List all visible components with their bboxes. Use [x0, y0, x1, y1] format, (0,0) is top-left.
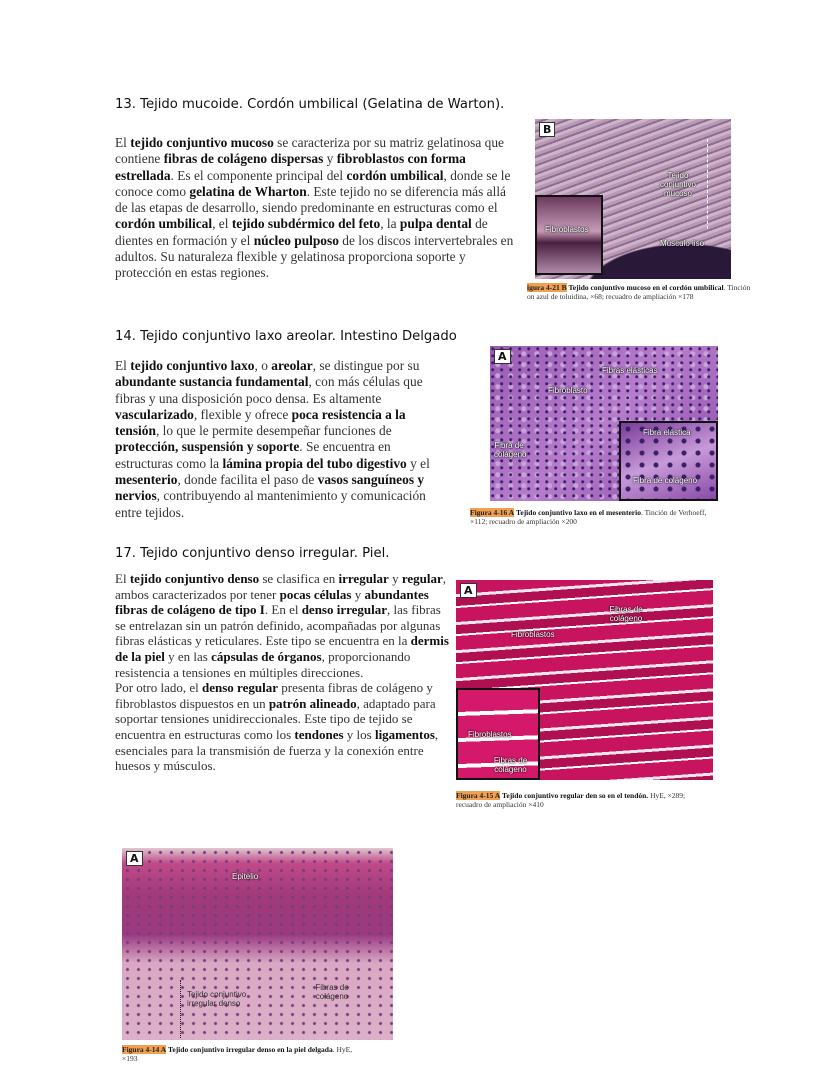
figure-caption [527, 283, 777, 301]
section-paragraph [115, 135, 515, 282]
text-run: se clasifica en [259, 571, 339, 586]
bold-term: tejido conjuntivo mucoso [130, 135, 274, 150]
figure-number: Figura 4-16 A [470, 508, 515, 517]
bold-term: lámina propia del tubo digestivo [222, 455, 407, 471]
figure-letter: A [460, 583, 477, 598]
figure-title: Tejido conjuntivo laxo en el mesenterio [516, 508, 641, 517]
text-run: y los [343, 726, 375, 742]
figure-caption-text: recuadro de ampliación ×410 [456, 800, 544, 809]
figure-caption-text: . HyE, [332, 1045, 353, 1054]
bold-term: poca resistencia a la tensión [115, 406, 406, 439]
section-paragraph [115, 358, 450, 521]
section-paragraph [115, 571, 450, 774]
text-run: El [115, 358, 131, 373]
bold-term: gelatina de Wharton [189, 183, 307, 199]
text-run: , las fibras se entrelazan sin un patrón definido, acompañadas por algunas fibras elásticas y reticulares. Este tipo se encuentra en la [115, 602, 441, 649]
bold-term: mesenterio [115, 472, 178, 488]
bold-term: vascularizado [115, 406, 194, 422]
text-run: de dientes en formación y el [115, 216, 488, 248]
text-run: y [323, 151, 337, 167]
figure-number: Figura 4-15 A [456, 791, 501, 800]
figure-inset [535, 195, 603, 275]
text-run: , adaptado para soportar tensiones unidireccionales. Este tipo de tejido se encuentra en estructuras como los [115, 695, 436, 742]
bold-term: denso regular [202, 680, 278, 696]
bold-term: pulpa dental [399, 216, 472, 232]
bold-term: protección, suspensión y soporte [115, 439, 300, 455]
section-heading: 17. Tejido conjuntivo denso irregular. Piel. [115, 546, 390, 561]
bold-term: denso irregular [301, 602, 388, 618]
section-heading: 14. Tejido conjuntivo laxo areolar. Intestino Delgado [115, 329, 457, 344]
figure-tendon-image [456, 580, 713, 780]
figure-caption-text: ×193 [122, 1054, 138, 1063]
bold-term: abundante sustancia fundamental [115, 374, 309, 390]
text-run: , donde facilita el paso de [177, 472, 318, 488]
figure-caption [456, 791, 736, 809]
bold-term: pocas células [279, 586, 352, 602]
text-run: , con más células que fibras y una disposición poco densa. Es altamente [115, 374, 423, 406]
text-run: . Es el componente principal del [170, 167, 347, 183]
figure-label: Fibroblastos [468, 730, 512, 739]
text-run: de los discos intervertebrales en adultos. Su naturaleza flexible y gelatinosa proporciona soporte y protección en estas regiones. [115, 232, 514, 281]
section-heading: 13. Tejido mucoide. Cordón umbilical (Gelatina de Warton). [115, 97, 505, 112]
text-run: presenta fibras de colágeno y fibroblastos dispuestos en un [115, 680, 433, 711]
figure-label: Tejido conjuntivo mucoso [659, 171, 697, 198]
text-run: y [351, 586, 365, 602]
figure-label: Músculo liso [660, 239, 705, 248]
text-run: , lo que le permite desempeñar funciones de [155, 423, 392, 439]
figure-label: Epitelio [232, 872, 259, 881]
figure-caption-text: ×112; recuadro de ampliación ×200 [470, 517, 577, 526]
figure-caption [122, 1045, 452, 1063]
text-run: , flexible y ofrece [193, 406, 292, 422]
bold-term: tendones [294, 726, 344, 742]
bold-term: núcleo pulposo [253, 232, 339, 248]
text-run: , proporcionando resistencia a tensiones en múltiples direcciones. Por otro lado, el [115, 648, 411, 696]
text-run: El [115, 571, 130, 586]
text-run: y el [406, 455, 430, 471]
figure-skin-image [122, 848, 393, 1040]
figure-label: Fibra de colágeno [633, 476, 698, 485]
figure-inset [456, 688, 540, 780]
figure-inset [619, 421, 718, 501]
figure-title: Tejido conjuntivo irregular denso en la piel delgada [168, 1045, 333, 1054]
bold-term: vasos sanguíneos y nervios [115, 472, 425, 504]
text-run: . En el [264, 602, 302, 618]
text-run: El [115, 135, 131, 150]
text-run: , o [254, 358, 272, 373]
figure-label: Tejido conjuntivo irregular denso [187, 990, 247, 1008]
text-run: , el [212, 216, 232, 232]
figure-letter: A [126, 851, 143, 866]
figure-label: Fibroblastos [545, 225, 589, 234]
bold-term: tejido conjuntivo denso [129, 571, 260, 586]
text-run: y en las [164, 648, 212, 664]
dotted-line [707, 139, 708, 229]
text-run: , se distingue por su [312, 358, 420, 373]
figure-caption [470, 508, 780, 526]
bold-term: regular [401, 571, 443, 586]
bold-term: fibroblastos con forma estrellada [115, 151, 466, 183]
figure-label: Fibras de colágeno [493, 756, 528, 774]
bold-term: abundantes fibras de colágeno de tipo I [115, 586, 429, 618]
figure-mesentery-image [490, 346, 718, 501]
figure-letter: A [494, 349, 511, 364]
text-run: se caracteriza por su matriz gelatinosa que contiene [115, 135, 504, 167]
bold-term: fibras de colágeno dispersas [163, 151, 324, 167]
figure-caption-text: on azul de toluidina, ×68; recuadro de ampliación ×178 [527, 292, 694, 301]
bold-term: cordón umbilical [346, 167, 444, 183]
bold-term: dermis de la piel [115, 633, 449, 664]
text-run: , contribuyendo al mantenimiento y comunicación entre tejidos. [115, 488, 426, 520]
figure-title: Tejido conjuntivo mucoso en el cordón umbilical [568, 283, 724, 292]
figure-label: Fibroblasto [548, 386, 588, 395]
figure-number: Figura 4-14 A [122, 1045, 167, 1054]
figure-label: Fibroblastos [511, 630, 555, 639]
figure-caption-text: . Tinción [723, 283, 751, 292]
text-run: , ambos caracterizados por tener [115, 571, 446, 602]
figure-title: Tejido conjuntivo regular den so en el tendón. [502, 791, 649, 800]
bold-term: ligamentos [374, 726, 435, 742]
figure-label: Fibra de colágeno [494, 441, 527, 459]
bold-term: areolar [271, 358, 313, 373]
figure-caption-text: . Tinción de Verhoeff, [640, 508, 707, 517]
figure-label: Fibra elástica [643, 428, 691, 437]
bold-term: cápsulas de órganos [211, 648, 322, 664]
text-run: . Este tejido no se diferencia más allá de las etapas de desarrollo, siendo predominante en estructuras como el [115, 183, 506, 216]
bold-term: patrón alineado [268, 695, 357, 711]
figure-number: igura 4-21 B [527, 283, 567, 292]
bold-term: irregular [338, 571, 389, 586]
figure-label: Fibras de colágeno [315, 983, 349, 1001]
text-run: . Se encuentra en estructuras como la [115, 439, 391, 471]
figure-letter: B [539, 122, 555, 137]
bold-term: tejido conjuntivo laxo [130, 358, 255, 373]
text-run: , la [380, 216, 400, 232]
bold-term: tejido subdérmico del feto [231, 216, 381, 232]
figure-label: Fibras de colágeno [609, 605, 643, 623]
figure-caption-text: HyE, ×289; [648, 791, 686, 800]
text-run: , donde se le conoce como [115, 167, 511, 199]
dotted-line [180, 980, 181, 1038]
text-run: y [388, 571, 402, 586]
text-run: , esenciales para la transmisión de fuerza y la conexión entre huesos y músculos. [115, 726, 439, 774]
bold-term: cordón umbilical [115, 216, 213, 232]
figure-umbilical-cord-image [535, 119, 731, 279]
figure-label: Fibras elásticas [602, 366, 658, 375]
